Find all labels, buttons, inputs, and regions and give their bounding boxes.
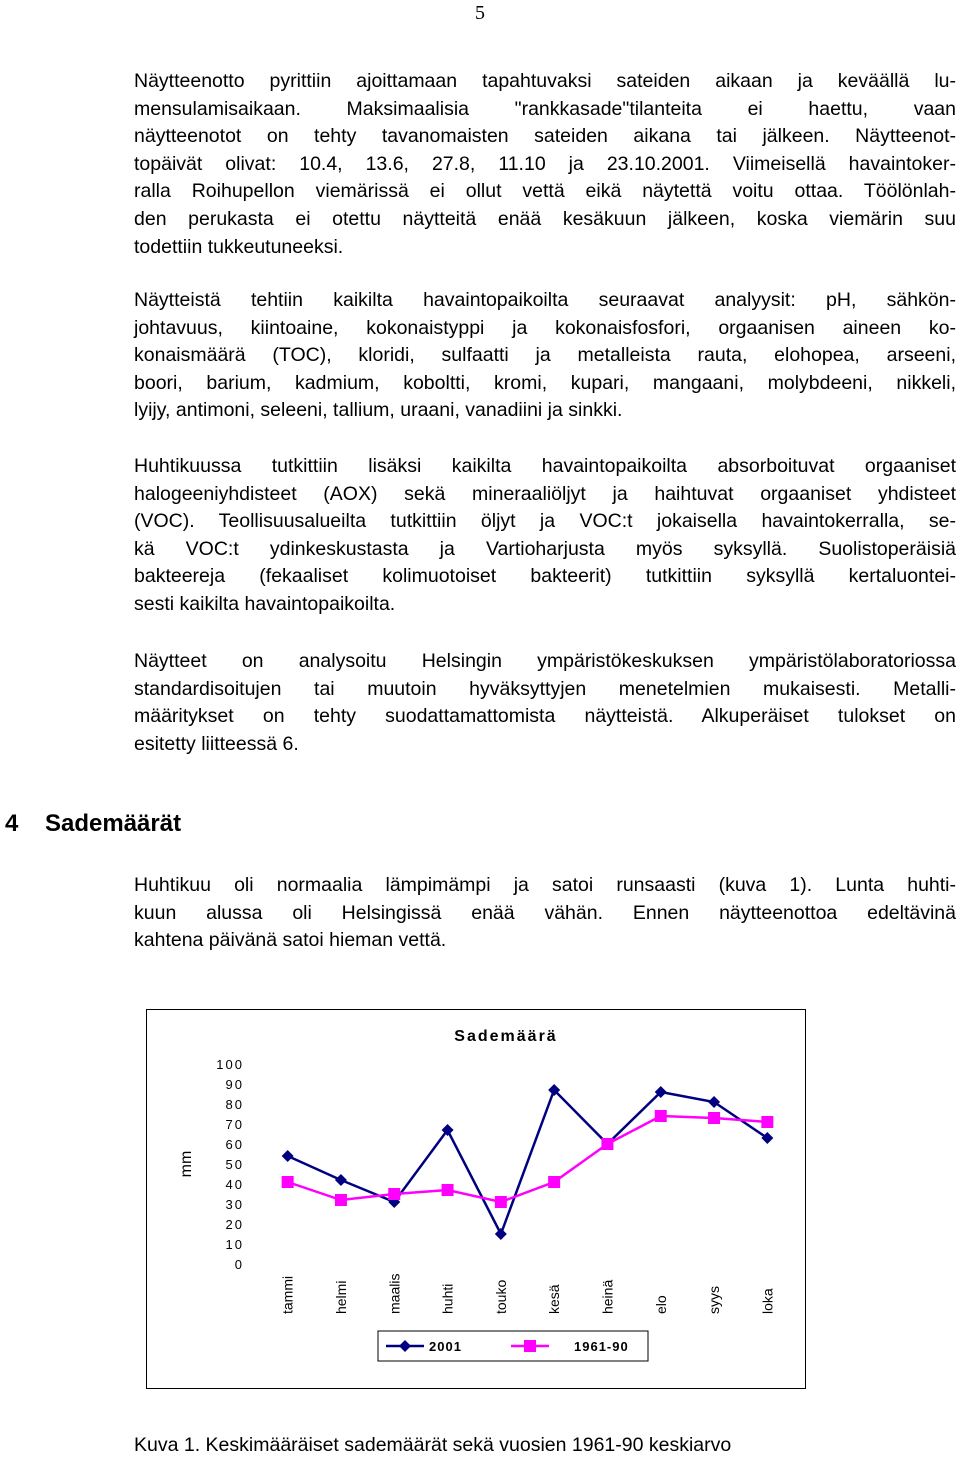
data-point-1961-90 xyxy=(708,1112,720,1124)
x-tick-label: tammi xyxy=(279,1275,296,1314)
text-line: halogeeniyhdisteet (AOX) sekä mineraaliöljyt ja haihtuvat orgaaniset yhdisteet xyxy=(134,482,956,505)
text-line: bakteereja (fekaaliset kolimuotoiset bakteerit) tutkittiin syksyllä kertaluontei- xyxy=(134,565,956,588)
text-line: Huhtikuu oli normaalia lämpimämpi ja satoi runsaasti (kuva 1). Lunta huhti- xyxy=(134,874,956,896)
data-point-1961-90 xyxy=(282,1176,294,1188)
y-tick-label: 60 xyxy=(225,1137,244,1152)
x-tick-label: syys xyxy=(706,1286,723,1314)
data-point-2001 xyxy=(495,1228,507,1240)
text-line: esitetty liitteessä 6. xyxy=(134,732,299,755)
y-tick-label: 100 xyxy=(216,1057,244,1072)
legend-label: 2001 xyxy=(429,1339,462,1354)
y-tick-label: 10 xyxy=(225,1237,244,1252)
precipitation-chart xyxy=(146,1009,806,1389)
legend-marker-2001 xyxy=(399,1340,411,1352)
x-tick-label: heinä xyxy=(599,1279,616,1314)
data-point-1961-90 xyxy=(442,1184,454,1196)
legend-label: 1961-90 xyxy=(574,1339,629,1354)
section-heading xyxy=(5,810,181,838)
text-line: konaismäärä (TOC), kloridi, sulfaatti ja metalleista rauta, elohopea, arseeni, xyxy=(134,344,956,367)
paragraph-april-weather xyxy=(134,872,956,955)
y-axis-label: mm xyxy=(178,1150,195,1178)
text-line: Näytteenotto pyrittiin ajoittamaan tapahtuvaksi sateiden aikaan ja keväällä lu- xyxy=(134,70,956,92)
y-tick-label: 50 xyxy=(225,1157,244,1172)
paragraph-sampling xyxy=(134,68,956,261)
legend-marker-1961-90 xyxy=(524,1340,536,1352)
y-tick-label: 0 xyxy=(234,1257,244,1272)
x-tick-label: maalis xyxy=(386,1273,403,1314)
text-line: näytteenotot on tehty tavanomaisten sateiden aikana tai jälkeen. Näytteenot- xyxy=(134,125,956,148)
data-point-1961-90 xyxy=(761,1116,773,1128)
data-point-1961-90 xyxy=(388,1188,400,1200)
text-line: sesti kaikilta havaintopaikoilta. xyxy=(134,592,396,615)
text-line: Näytteet on analysoitu Helsingin ympäristökeskuksen ympäristölaboratoriossa xyxy=(134,650,956,672)
text-line: (VOC). Teollisuusalueilta tutkittiin öljyt ja VOC:t jokaisella havaintokerralla, se- xyxy=(134,510,956,533)
data-point-1961-90 xyxy=(548,1176,560,1188)
chart-title: Sademäärä xyxy=(454,1028,558,1045)
x-tick-label: huhti xyxy=(439,1283,456,1314)
text-line: kuun alussa oli Helsingissä enää vähän. Ennen näytteenottoa edeltävinä xyxy=(134,901,956,924)
paragraph-april xyxy=(134,453,956,619)
text-line: boori, barium, kadmium, koboltti, kromi, kupari, mangaani, molybdeeni, nikkeli, xyxy=(134,371,956,394)
y-tick-label: 20 xyxy=(225,1217,244,1232)
text-line: määritykset on tehty suodattamattomista näytteistä. Alkuperäiset tulokset on xyxy=(134,705,956,728)
data-point-1961-90 xyxy=(655,1110,667,1122)
text-line: Näytteistä tehtiin kaikilta havaintopaikoilta seuraavat analyysit: pH, sähkön- xyxy=(134,289,956,311)
x-tick-label: loka xyxy=(759,1288,776,1314)
data-point-2001 xyxy=(282,1150,294,1162)
series-line-2001 xyxy=(288,1090,768,1234)
text-line: standardisoitujen tai muutoin hyväksyttyjen menetelmien mukaisesti. Metalli- xyxy=(134,677,956,700)
y-tick-label: 90 xyxy=(225,1077,244,1092)
page-number: 5 xyxy=(475,2,485,24)
y-tick-label: 70 xyxy=(225,1117,244,1132)
text-line: kä VOC:t ydinkeskustasta ja Vartioharjusta myös syksyllä. Suolistoperäisiä xyxy=(134,537,956,560)
data-point-1961-90 xyxy=(601,1138,613,1150)
paragraph-laboratory xyxy=(134,648,956,758)
text-line: kahtena päivänä satoi hieman vettä. xyxy=(134,929,447,952)
y-tick-label: 40 xyxy=(225,1177,244,1192)
figure-caption: Kuva 1. Keskimääräiset sademäärät sekä vuosien 1961-90 keskiarvo xyxy=(134,1434,732,1456)
y-tick-label: 80 xyxy=(225,1097,244,1112)
y-tick-label: 30 xyxy=(225,1197,244,1212)
text-line: todettiin tukkeutuneeksi. xyxy=(134,235,344,258)
text-line: den perukasta ei otettu näytteitä enää kesäkuun jälkeen, koska viemärin suu xyxy=(134,207,956,230)
text-line: mensulamisaikaan. Maksimaalisia "rankkasade"tilanteita ei haettu, vaan xyxy=(134,97,956,120)
text-line: ralla Roihupellon viemärissä ei ollut vettä eikä näytettä voitu ottaa. Töölönlah- xyxy=(134,180,956,203)
data-point-1961-90 xyxy=(495,1196,507,1208)
x-tick-label: helmi xyxy=(332,1280,349,1314)
paragraph-analyses xyxy=(134,287,956,425)
data-point-2001 xyxy=(335,1174,347,1186)
x-tick-label: kesä xyxy=(546,1284,563,1314)
x-tick-label: elo xyxy=(652,1295,669,1314)
text-line: topäivät olivat: 10.4, 13.6, 27.8, 11.10 ja 23.10.2001. Viimeisellä havaintoker- xyxy=(134,152,956,175)
text-line: Huhtikuussa tutkittiin lisäksi kaikilta havaintopaikoilta absorboituvat orgaaniset xyxy=(134,455,956,477)
section-title: Sademäärät xyxy=(45,810,182,837)
text-line: lyijy, antimoni, seleeni, tallium, uraani, vanadiini ja sinkki. xyxy=(134,399,623,422)
data-point-1961-90 xyxy=(335,1194,347,1206)
x-tick-label: touko xyxy=(492,1279,509,1314)
section-number: 4 xyxy=(5,810,19,837)
text-line: johtavuus, kiintoaine, kokonaistyppi ja kokonaisfosfori, orgaanisen aineen ko- xyxy=(134,316,956,339)
